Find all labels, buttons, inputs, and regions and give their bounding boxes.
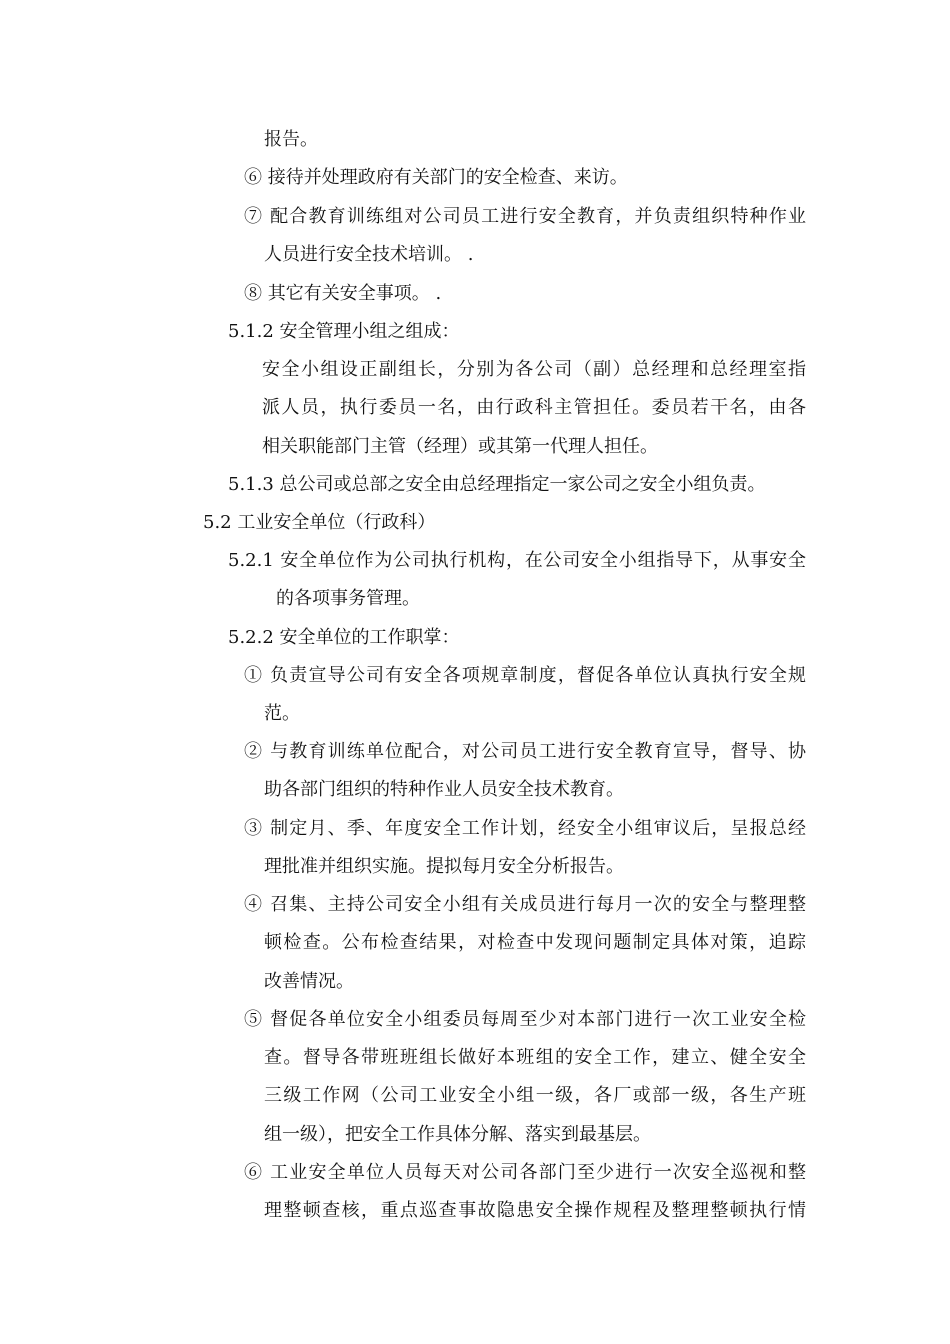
text-line: ⑥ 接待并处理政府有关部门的安全检查、来访。	[244, 167, 628, 188]
section-heading: 5.1.3 总公司或总部之安全由总经理指定一家公司之安全小组负责。	[228, 474, 766, 495]
section-heading: 5.2.2 安全单位的工作职掌：	[228, 627, 460, 648]
text-line: ⑥ 工业安全单位人员每天对公司各部门至少进行一次安全巡视和整	[244, 1162, 806, 1183]
text-line: 相关职能部门主管（经理）或其第一代理人担任。	[262, 436, 658, 457]
text-line: ⑧ 其它有关安全事项。 .	[244, 283, 442, 304]
text-line: ⑤ 督促各单位安全小组委员每周至少对本部门进行一次工业安全检	[244, 1009, 806, 1030]
section-heading: 5.2 工业安全单位（行政科）	[203, 512, 436, 533]
text-line: 组一级），把安全工作具体分解、落实到最基层。	[264, 1124, 651, 1145]
section-heading: 5.1.2 安全管理小组之组成：	[228, 321, 460, 342]
text-line: 安全小组设正副组长，分别为各公司（副）总经理和总经理室指	[262, 359, 806, 380]
text-line: 助各部门组织的特种作业人员安全技术教育。	[264, 779, 624, 800]
text-line: ① 负责宣导公司有安全各项规章制度，督促各单位认真执行安全规	[244, 665, 806, 686]
text-line: 顿检查。公布检查结果，对检查中发现问题制定具体对策，追踪	[264, 932, 806, 953]
text-line: 查。督导各带班班组长做好本班组的安全工作，建立、健全安全	[264, 1047, 806, 1068]
text-line: 改善情况。	[264, 971, 354, 992]
text-line: 三级工作网（公司工业安全小组一级，各厂或部一级，各生产班	[264, 1085, 806, 1106]
text-line: 理批准并组织实施。提拟每月安全分析报告。	[264, 856, 624, 877]
text-line: 的各项事务管理。	[276, 588, 420, 609]
text-line: 理整顿查核，重点巡查事故隐患安全操作规程及整理整顿执行情	[264, 1200, 806, 1221]
text-line: 派人员，执行委员一名，由行政科主管担任。委员若干名，由各	[262, 397, 806, 418]
section-heading: 5.2.1 安全单位作为公司执行机构，在公司安全小组指导下，从事安全	[228, 550, 806, 571]
text-line: 报告。	[264, 129, 318, 150]
text-line: ② 与教育训练单位配合，对公司员工进行安全教育宣导，督导、协	[244, 741, 806, 762]
text-line: 人员进行安全技术培训。 .	[264, 244, 474, 265]
text-line: 范。	[264, 703, 300, 724]
text-line: ③ 制定月、季、年度安全工作计划，经安全小组审议后，呈报总经	[244, 818, 806, 839]
text-line: ⑦ 配合教育训练组对公司员工进行安全教育，并负责组织特种作业	[244, 206, 806, 227]
text-line: ④ 召集、主持公司安全小组有关成员进行每月一次的安全与整理整	[244, 894, 806, 915]
